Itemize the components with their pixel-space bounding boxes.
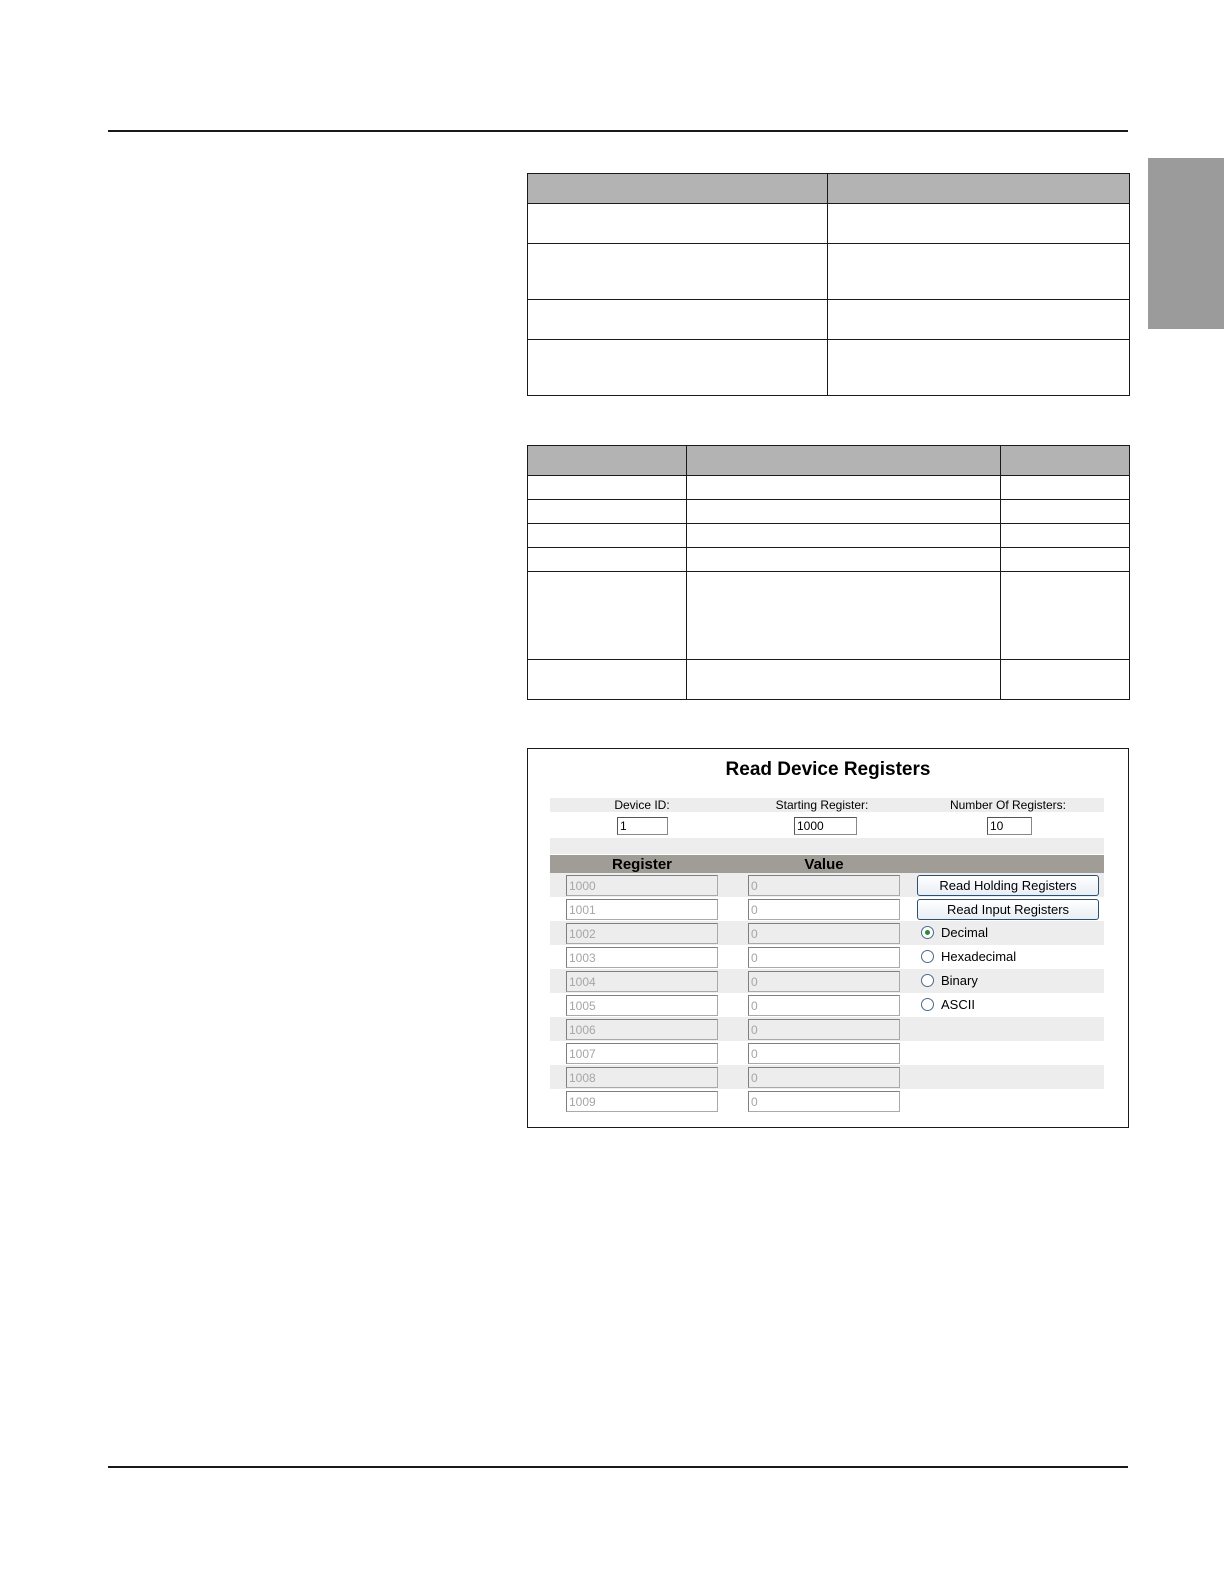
register-address-field [566, 971, 718, 992]
table-cell [687, 548, 1001, 572]
table-header-row [528, 174, 1130, 204]
chapter-tab [1148, 158, 1224, 329]
table-cell [828, 340, 1130, 396]
register-address-field [566, 947, 718, 968]
value-column-header: Value [804, 856, 844, 873]
table-cell [828, 244, 1130, 300]
table-cell [528, 300, 828, 340]
register-value-field [748, 947, 900, 968]
register-value-field [748, 875, 900, 896]
table-row [528, 500, 1130, 524]
spec-table-1 [527, 173, 1130, 396]
header-rule [108, 130, 1128, 132]
register-value-field [748, 971, 900, 992]
table-cell [687, 446, 1001, 476]
panel-title: Read Device Registers [725, 759, 931, 780]
table-cell [1001, 548, 1130, 572]
table-cell [1001, 572, 1130, 660]
register-value-field [748, 1091, 900, 1112]
register-address-field [566, 1067, 718, 1088]
register-value-field [748, 1019, 900, 1040]
format-radio-decimal[interactable] [921, 923, 988, 943]
table-row [550, 1065, 1104, 1089]
table-row [550, 945, 1104, 969]
radio-unchecked-icon [921, 950, 934, 963]
format-radio-binary[interactable] [921, 971, 978, 991]
table-cell [528, 174, 828, 204]
table-row [528, 300, 1130, 340]
table-cell [528, 340, 828, 396]
format-radio-ascii[interactable] [921, 995, 975, 1015]
register-value-field [748, 923, 900, 944]
starting-register-label: Starting Register: [775, 798, 869, 812]
table-row [550, 921, 1104, 945]
table-cell [687, 476, 1001, 500]
radio-checked-icon [921, 926, 934, 939]
register-address-field [566, 1019, 718, 1040]
register-address-field [566, 875, 718, 896]
spacer-band [550, 838, 1104, 854]
register-value-field [748, 1067, 900, 1088]
table-row [550, 969, 1104, 993]
read-holding-registers-button[interactable]: Read Holding Registers [917, 875, 1099, 896]
radio-unchecked-icon [921, 998, 934, 1011]
register-value-field [748, 1043, 900, 1064]
table-cell [687, 660, 1001, 700]
register-value-field [748, 899, 900, 920]
footer-rule [108, 1466, 1128, 1468]
format-radio-hexadecimal[interactable] [921, 947, 1016, 967]
table-row [550, 1041, 1104, 1065]
table-cell [528, 572, 687, 660]
table-cell [1001, 500, 1130, 524]
table-row [528, 476, 1130, 500]
number-of-registers-input[interactable] [987, 817, 1032, 835]
table-cell [828, 174, 1130, 204]
table-row [550, 1017, 1104, 1041]
read-device-registers-panel [527, 748, 1129, 1128]
table-cell [528, 500, 687, 524]
table-row [528, 548, 1130, 572]
table-cell [687, 500, 1001, 524]
table-row [528, 244, 1130, 300]
register-address-field [566, 1043, 718, 1064]
table-cell [687, 524, 1001, 548]
read-input-registers-button[interactable]: Read Input Registers [917, 899, 1099, 920]
table-cell [528, 548, 687, 572]
device-id-label: Device ID: [614, 798, 670, 812]
register-address-field [566, 899, 718, 920]
register-address-field [566, 1091, 718, 1112]
table-cell [1001, 476, 1130, 500]
table-header-row [528, 446, 1130, 476]
table-cell [528, 476, 687, 500]
table-cell [828, 300, 1130, 340]
table-row [528, 340, 1130, 396]
table-cell [828, 204, 1130, 244]
table-cell [687, 572, 1001, 660]
device-id-input[interactable] [617, 817, 668, 835]
radio-unchecked-icon [921, 974, 934, 987]
register-address-field [566, 995, 718, 1016]
table-cell [528, 660, 687, 700]
table-cell [528, 524, 687, 548]
table-cell [1001, 446, 1130, 476]
table-row [528, 572, 1130, 660]
table-row [528, 524, 1130, 548]
table-cell [528, 204, 828, 244]
table-cell [528, 446, 687, 476]
format-label: Hexadecimal [941, 949, 1017, 964]
table-cell [1001, 524, 1130, 548]
register-column-header: Register [611, 856, 673, 873]
format-label: Binary [941, 973, 978, 988]
number-of-registers-label: Number Of Registers: [949, 798, 1067, 812]
format-label: Decimal [941, 925, 988, 940]
format-label: ASCII [941, 997, 975, 1012]
register-value-field [748, 995, 900, 1016]
table-cell [1001, 660, 1130, 700]
table-row [550, 993, 1104, 1017]
table-row [550, 1089, 1104, 1113]
starting-register-input[interactable] [794, 817, 857, 835]
table-row [528, 660, 1130, 700]
table-row [528, 204, 1130, 244]
table-cell [528, 244, 828, 300]
register-address-field [566, 923, 718, 944]
spec-table-2 [527, 445, 1130, 700]
